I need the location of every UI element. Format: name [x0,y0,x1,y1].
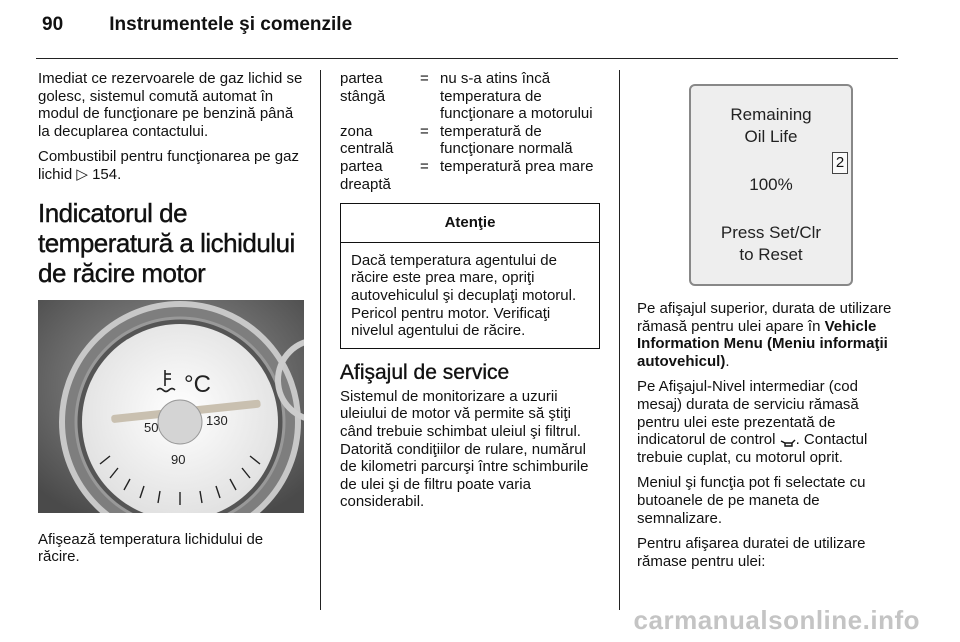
oil-life-display-image [637,70,901,286]
page-reference-icon: ▷ [76,165,88,183]
heading-service-display: Afişajul de service [340,360,510,384]
oil-life-screen [689,84,853,286]
legend-key: partea dreaptă [340,157,391,193]
legend-value: temperatură de funcţionare normală [440,122,573,158]
legend-separator: = [420,157,429,175]
display-line-to-reset: to Reset [739,245,803,264]
paragraph-menu-selection: Meniul şi funcţia pot fi selectate cu butoanele de pe maneta de semnalizare. [637,474,866,527]
legend-separator: = [420,70,429,87]
column-right [637,70,901,578]
caution-box [340,203,600,349]
oil-can-icon [780,435,796,445]
paragraph-lpg-fuel: Combustibil pentru funcţionarea pe gaz lichid ▷ 154. [38,148,299,183]
legend-value: nu s-a atins încă temperatura de funcţionare a motorului [440,70,593,123]
gauge-tick-130: 130 [206,412,228,428]
column-left [38,70,304,574]
page-number: 90 [42,14,64,35]
caution-body: Dacă temperatura agentului de răcire este prea mare, opriţi autovehiculul şi decuplaţi motorul. Pericol pentru motor. Verificaţi nivelul agentului de răcire. [351,251,577,340]
page-reference-link[interactable]: 154. [92,165,122,183]
menu-name: Vehicle Information Menu (Meniu informaţii autovehicul) [637,317,888,370]
legend-key: partea stângă [340,70,386,105]
gauge-tick-50: 50 [144,419,159,435]
column-divider-2 [619,70,620,610]
legend-row [340,158,604,193]
legend-row [340,70,604,123]
display-line-remaining: Remaining [730,105,812,124]
paragraph-lpg-switch: Imediat ce rezervoarele de gaz lichid se golesc, sistemul comută automat în modul de funcţionare pe benzină până la decuplarea contactului. [38,70,303,140]
gauge-unit-label: °C [184,370,211,398]
section-title: Instrumentele şi comenzile [109,14,353,35]
caution-title: Atenţie [341,204,599,243]
coolant-gauge-image [38,300,304,513]
legend-row [340,123,604,158]
gauge-caption: Afişează temperatura lichidului de răcire. [38,530,264,566]
display-line-press-set: Press Set/Clr [720,223,822,242]
page-header [42,14,352,36]
legend-separator: = [420,122,429,140]
display-line-oil-life: Oil Life [744,127,798,146]
gauge-legend-table [340,70,604,193]
heading-coolant-temperature: Indicatorul de temperatură a lichidului de răcire motor [38,197,295,288]
legend-value: temperatură prea mare [440,157,594,175]
legend-key: zona centrală [340,122,394,158]
watermark: carmanualsonline.info [633,605,920,635]
column-divider-1 [320,70,321,610]
header-divider [36,58,898,59]
paragraph-upper-display: Pe afişajul superior, durata de utilizare rămasă pentru ulei apare în Vehicle Information Menu (Meniu informaţii autovehicul). [637,300,892,370]
display-oil-life-value: 100% [749,175,793,194]
gauge-tick-90: 90 [171,451,186,467]
paragraph-display-instructions: Pentru afişarea duratei de utilizare rămase pentru ulei: [637,535,866,570]
paragraph-midlevel-display: Pe Afişajul-Nivel intermediar (cod mesaj) durata de serviciu rămasă pentru ulei este prezentată de indicatorul de control . Contactul trebuie cuplat, cu motorul oprit. [637,378,868,466]
column-middle [340,70,604,519]
paragraph-oil-monitoring: Sistemul de monitorizare a uzurii uleiului de motor vă permite să ştiţi când trebuie schimbat uleiul şi filtrul. Datorită condiţiilor de rulare, numărul de kilometri parcurşi între schimburile de ulei şi de filtru poate varia considerabil. [340,387,589,511]
display-page-badge: 2 [832,152,848,174]
